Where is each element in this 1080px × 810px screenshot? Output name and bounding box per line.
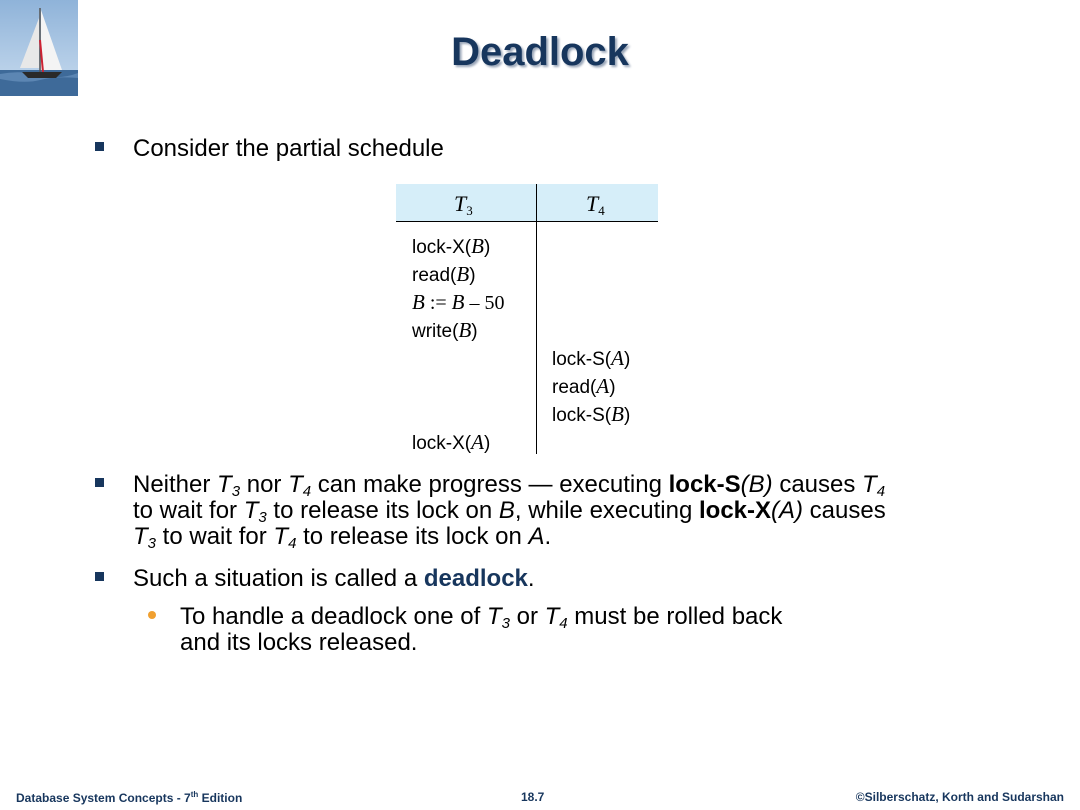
t3-op-assign: B := B – 50 — [412, 290, 505, 314]
t4-op-lock-s-b: lock-S(B) — [552, 402, 631, 426]
bullet2-line3: $T_3$ to wait for $T_4$ to release its lock on A. — [133, 523, 552, 552]
t3-op-lock-x-a: lock-X(A) — [412, 430, 491, 454]
sub-bullet-line2: and its locks released. — [180, 629, 418, 656]
t3-op-lock-x-b: lock-X(B) — [412, 234, 491, 258]
bullet2-line1: Neither $T_3$ nor $T_4$ can make progress — executing lock-S(B) causes $T_4$ — [133, 471, 886, 500]
header-t4: $T_4$ — [586, 191, 605, 218]
bullet3-text: Such a situation is called a deadlock. — [133, 565, 535, 592]
t4-op-lock-s-a: lock-S(A) — [552, 346, 631, 370]
schedule-table — [396, 184, 658, 454]
bullet-square-icon — [95, 142, 104, 151]
t4-op-read-a: read(A) — [552, 374, 616, 398]
column-divider — [536, 184, 537, 454]
bullet2-line2: to wait for $T_3$ to release its lock on B, while executing lock-X(A) causes — [133, 497, 886, 526]
footer-copyright: ©Silberschatz, Korth and Sudarshan — [855, 790, 1064, 804]
footer-page-number: 18.7 — [521, 790, 545, 804]
slide-title: Deadlock — [451, 30, 629, 74]
schedule-header-row — [396, 184, 658, 222]
t3-op-read-b: read(B) — [412, 262, 476, 286]
bullet-square-icon — [95, 572, 104, 581]
sub-bullet-dot-icon — [148, 611, 156, 619]
footer-book-title: Database System Concepts - 7th Edition — [16, 790, 243, 805]
intro-text: Consider the partial schedule — [133, 135, 444, 162]
t3-op-write-b: write(B) — [412, 318, 478, 342]
header-t3: $T_3$ — [454, 191, 473, 218]
sub-bullet-line1: To handle a deadlock one of $T_3$ or $T_4$ must be rolled back — [180, 603, 783, 632]
bullet-square-icon — [95, 478, 104, 487]
